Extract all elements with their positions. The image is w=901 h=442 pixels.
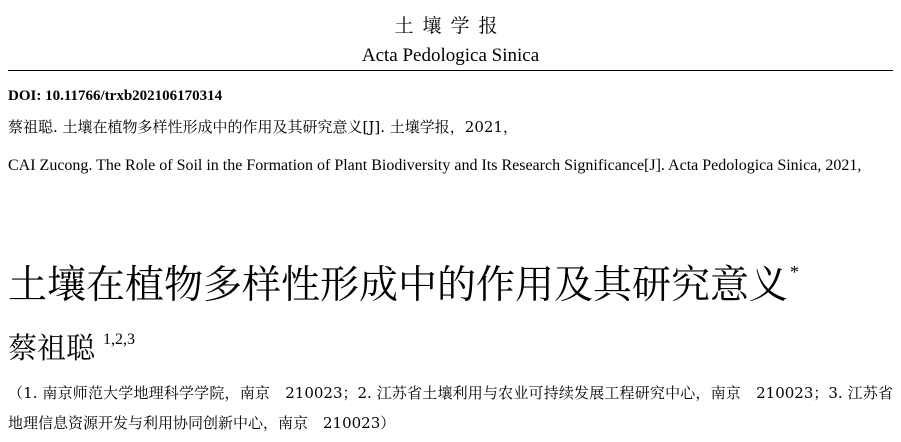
affiliations: （1. 南京师范大学地理科学学院，南京 210023；2. 江苏省土壤利用与农业可持续发展工程研究中心，南京 210023；3. 江苏省地理信息资源开发与利用协同创新中心，南京 210023） — [8, 384, 893, 432]
citation-english: CAI Zucong. The Role of Soil in the Formation of Plant Biodiversity and Its Research Significance[J]. Acta Pedologica Sinica, 2021, — [8, 157, 862, 174]
title-footnote-mark: * — [790, 262, 800, 282]
header-divider — [8, 70, 893, 71]
citation-chinese: 蔡祖聪. 土壤在植物多样性形成中的作用及其研究意义[J]. 土壤学报，2021， — [8, 118, 518, 136]
doi-line: DOI: 10.11766/trxb202106170314 — [8, 88, 223, 104]
author-affiliation-numbers: 1,2,3 — [103, 331, 136, 348]
journal-name-chinese: 土壤学报 — [394, 15, 507, 37]
author-line — [8, 320, 135, 368]
journal-name-english: Acta Pedologica Sinica — [361, 45, 540, 66]
article-title-text: 土壤在植物多样性形成中的作用及其研究意义 — [8, 263, 789, 308]
article-title — [8, 247, 799, 311]
author-name: 蔡祖聪 — [8, 331, 96, 365]
